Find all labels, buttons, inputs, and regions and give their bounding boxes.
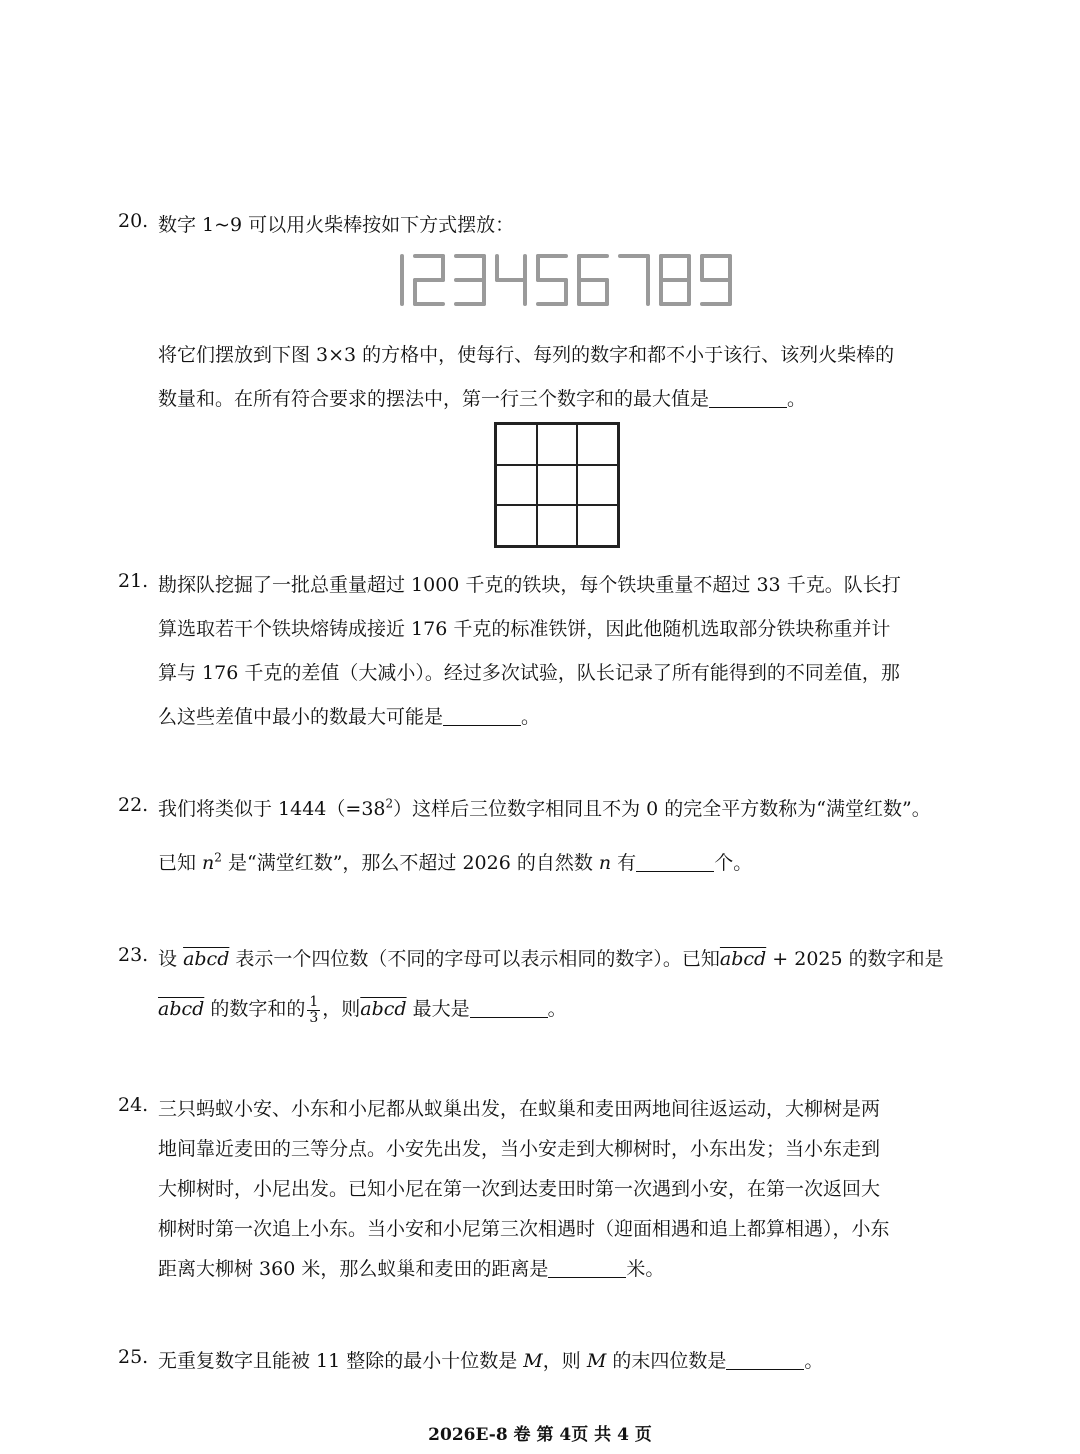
question-end: 米。 [626, 1258, 665, 1280]
question-text: 三只蚂蚁小安、小东和小尼都从蚁巢出发，在蚁巢和麦田两地间往返运动，大柳树是两 [158, 1098, 881, 1120]
grid-cell [537, 505, 578, 546]
grid-cell [577, 465, 618, 506]
matchstick-digits [368, 252, 748, 312]
question-text-line [158, 848, 752, 875]
question-number: 24. [118, 1094, 149, 1116]
question-text: 算选取若干个铁块熔铸成接近 176 千克的标准铁饼，因此他随机选取部分铁块称重并计 [158, 618, 891, 640]
answer-blank[interactable] [443, 706, 521, 726]
question-end: 。 [547, 998, 567, 1020]
question-text: 将它们摆放到下图 3×3 的方格中，使每行、每列的数字和都不小于该行、该列火柴棒的 [158, 344, 895, 366]
matchstick-digit-6 [579, 256, 607, 304]
answer-blank[interactable] [636, 852, 714, 872]
matchstick-digit-3 [456, 256, 484, 304]
question-text: 无重复数字且能被 11 整除的最小十位数是 [158, 1350, 524, 1372]
question-number: 23. [118, 944, 149, 966]
matchstick-digit-4 [497, 256, 525, 304]
variable-n: n [202, 852, 215, 874]
matchstick-digit-9 [702, 256, 730, 304]
question-text: 已知 [158, 852, 203, 874]
overline-abcd: abcd [183, 948, 230, 970]
grid-cell [537, 424, 578, 465]
3x3-grid [494, 422, 620, 548]
question-number: 21. [118, 570, 149, 592]
fraction-numerator: 1 [309, 993, 319, 1010]
question-text: ，则 [542, 1350, 587, 1372]
question-text-line [158, 794, 931, 821]
question-text: 设 [158, 948, 178, 970]
question-text: + 2025 的数字和是 [772, 948, 944, 970]
question-text: 我们将类似于 1444（=38 [158, 798, 386, 820]
grid-cell [496, 505, 537, 546]
overline-abcd: abcd [360, 998, 407, 1020]
overline-abcd: abcd [158, 998, 205, 1020]
question-text: ，则 [322, 998, 361, 1020]
fraction-one-third [307, 995, 320, 1026]
grid-cell [537, 465, 578, 506]
grid-cell [577, 505, 618, 546]
question-end: 。 [521, 706, 541, 728]
matchstick-digit-7 [620, 256, 648, 304]
question-text: 算与 176 千克的差值（大减小）。经过多次试验，队长记录了所有能得到的不同差值，那 [158, 662, 900, 684]
variable-M: M [586, 1350, 607, 1372]
answer-blank[interactable] [470, 998, 548, 1018]
question-end: 。 [804, 1350, 824, 1372]
matchstick-digit-2 [415, 256, 443, 304]
question-text: 数量和。在所有符合要求的摆法中，第一行三个数字和的最大值是 [158, 388, 710, 410]
question-text: 数字 1~9 可以用火柴棒按如下方式摆放： [158, 214, 515, 236]
question-text: ）这样后三位数字相同且不为 0 的完全平方数称为“满堂红数”。 [393, 798, 931, 820]
variable-M: M [523, 1350, 543, 1372]
matchstick-digit-8 [661, 256, 689, 304]
matchstick-digit-5 [538, 256, 566, 304]
question-text-line [158, 1346, 823, 1373]
question-end: 个。 [714, 852, 753, 874]
grid-cell [577, 424, 618, 465]
question-text: 大柳树时，小尼出发。已知小尼在第一次到达麦田时第一次遇到小安，在第一次返回大 [158, 1178, 881, 1200]
answer-blank[interactable] [726, 1350, 804, 1370]
question-text: 勘探队挖掘了一批总重量超过 1000 千克的铁块，每个铁块重量不超过 33 千克。队长打 [158, 574, 901, 596]
question-text-line [158, 702, 540, 729]
question-number: 22. [118, 794, 149, 816]
question-text: 地间靠近麦田的三等分点。小安先出发，当小安走到大柳树时，小东出发；当小东走到 [158, 1138, 881, 1160]
question-text: 的数字和的 [210, 998, 306, 1020]
grid-cell [496, 424, 537, 465]
question-text-line [158, 384, 806, 411]
question-number: 20. [118, 210, 149, 232]
question-text: 距离大柳树 360 米，那么蚁巢和麦田的距离是 [158, 1258, 549, 1280]
page-footer: 2026E-8 卷 第 4页 共 4 页 [428, 1425, 652, 1445]
fraction-denominator: 3 [309, 1009, 319, 1026]
question-text: 是“满堂红数”，那么不超过 2026 的自然数 [221, 852, 599, 874]
grid-cell [496, 465, 537, 506]
question-text-line [158, 944, 944, 971]
superscript: 2 [214, 850, 222, 865]
variable-n: n [598, 852, 612, 874]
question-text-line [158, 1254, 664, 1281]
question-text: 的末四位数是 [606, 1350, 727, 1372]
overline-abcd: abcd [719, 948, 767, 970]
answer-blank[interactable] [709, 388, 787, 408]
answer-blank[interactable] [548, 1258, 626, 1278]
question-text: 柳树时第一次追上小东。当小安和小尼第三次相遇时（迎面相遇和追上都算相遇），小东 [158, 1218, 890, 1240]
question-text: 表示一个四位数（不同的字母可以表示相同的数字）。已知 [235, 948, 720, 970]
question-number: 25. [118, 1346, 149, 1368]
question-text: 么这些差值中最小的数最大可能是 [158, 706, 444, 728]
question-text: 有 [611, 852, 637, 874]
superscript: 2 [385, 796, 394, 811]
question-text: 最大是 [412, 998, 470, 1020]
question-text-line [158, 994, 567, 1026]
question-end: 。 [787, 388, 807, 410]
